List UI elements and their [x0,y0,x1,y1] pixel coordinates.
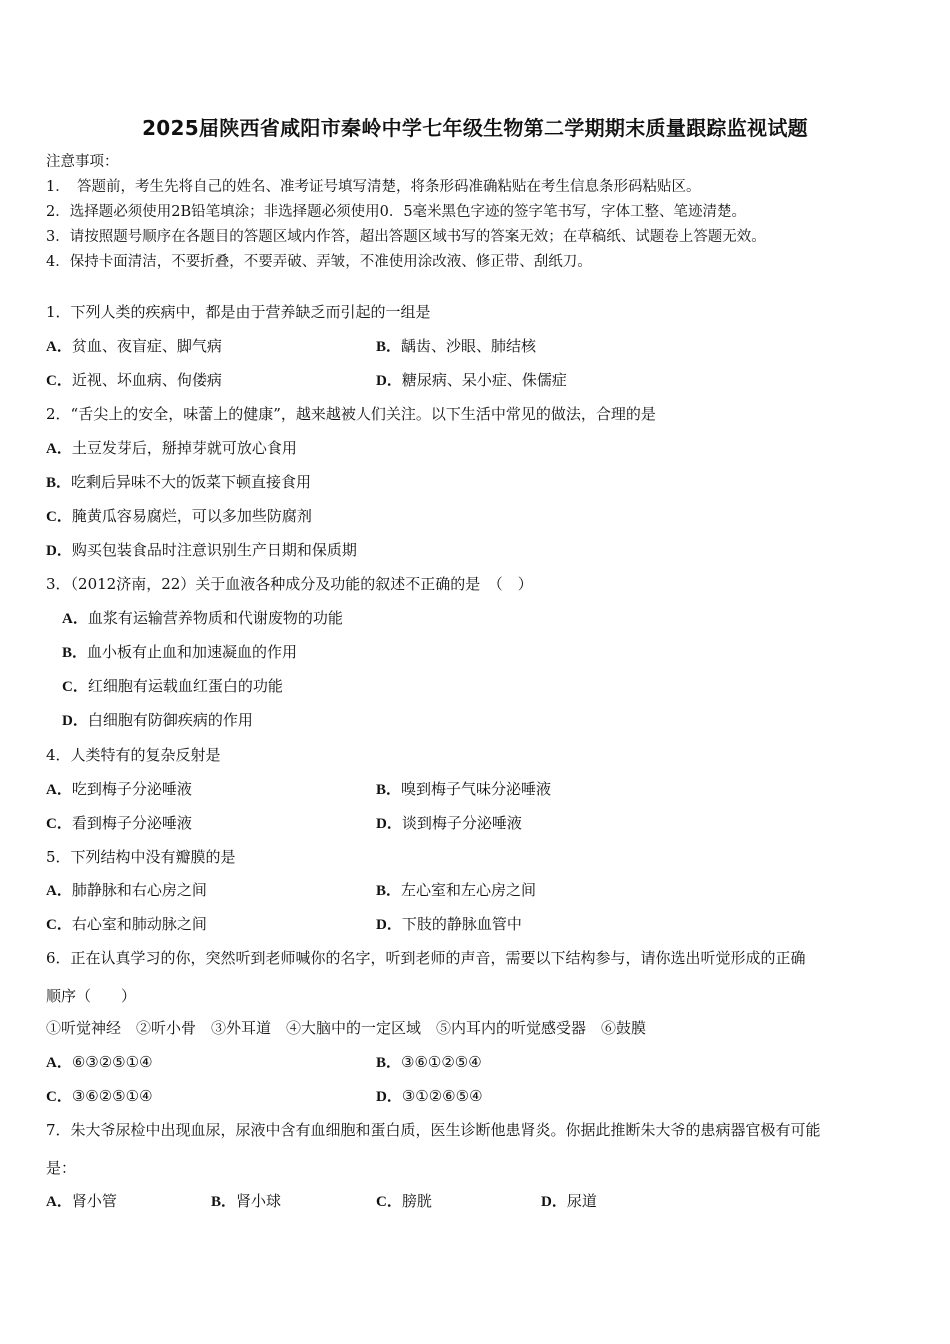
option-d [62,710,253,731]
option-label: D． [376,816,402,832]
option-b [62,642,297,663]
option-b [376,336,536,357]
option-a [46,779,192,800]
option-text: 嗅到梅子气味分泌唾液 [401,780,552,798]
option-text: 白细胞有防御疾病的作用 [87,711,253,729]
option-text: 吃剩后异味不大的饭菜下顿直接食用 [71,473,312,491]
option-text: 膀胱 [401,1192,432,1210]
question-stem: 6．正在认真学习的你，突然听到老师喊你的名字，听到老师的声音，需要以下结构参与，请你选出听觉形成的正确 [46,949,806,967]
option-c [46,914,207,935]
option-text: ③①②⑥⑤④ [401,1087,483,1105]
option-c [46,506,312,527]
option-text: 龋齿、沙眼、肺结核 [401,337,537,355]
page-title: 2025届陕西省咸阳市秦岭中学七年级生物第二学期期末质量跟踪监视试题 [142,116,808,140]
question-stem: 7．朱大爷尿检中出现血尿，尿液中含有血细胞和蛋白质，医生诊断他患肾炎。你据此推断朱大爷的患病器官极有可能 [46,1121,821,1139]
option-label: D． [62,713,88,729]
structure-list: ①听觉神经 ②听小骨 ③外耳道 ④大脑中的一定区域 ⑤内耳内的听觉感受器 ⑥鼓膜 [46,1019,647,1037]
option-label: A． [46,1055,72,1071]
option-label: B． [62,645,88,661]
option-a [46,880,207,901]
option-label: D． [541,1194,567,1210]
option-text: 血小板有止血和加速凝血的作用 [87,643,298,661]
option-c [62,676,283,697]
option-label: A． [46,883,72,899]
notice-item-1: 1． 答题前，考生先将自己的姓名、准考证号填写清楚，将条形码准确粘贴在考生信息条形码粘贴区。 [46,179,701,195]
question-stem: 3．（2012济南，22）关于血液各种成分及功能的叙述不正确的是 （ ） [46,575,533,593]
option-a [46,438,297,459]
option-a [46,336,222,357]
option-c [46,1086,153,1107]
question-stem: 5．下列结构中没有瓣膜的是 [46,848,236,866]
option-d [376,813,522,834]
option-d [376,914,522,935]
option-text: 贫血、夜盲症、脚气病 [71,337,222,355]
option-text: 腌黄瓜容易腐烂，可以多加些防腐剂 [71,507,312,525]
option-text: 肾小球 [236,1192,282,1210]
option-label: B． [376,1055,402,1071]
option-text: 糖尿病、呆小症、侏儒症 [401,371,567,389]
question-stem: 1．下列人类的疾病中，都是由于营养缺乏而引起的一组是 [46,303,431,321]
option-a [62,608,343,629]
option-b [376,880,536,901]
option-label: A． [46,782,72,798]
option-text: 肾小管 [71,1192,117,1210]
option-text: ⑥③②⑤①④ [71,1053,153,1071]
option-c [46,813,192,834]
option-label: D． [376,917,402,933]
option-label: C． [46,1089,72,1105]
option-label: B． [46,475,72,491]
option-text: 血浆有运输营养物质和代谢废物的功能 [87,609,343,627]
notice-item-2: 2．选择题必须使用2B铅笔填涂；非选择题必须使用0．5毫米黑色字迹的签字笔书写，字体工整、笔迹清楚。 [46,204,747,220]
option-c [376,1191,432,1212]
notice-heading: 注意事项： [46,154,119,170]
option-text: 土豆发芽后，掰掉芽就可放心食用 [71,439,297,457]
option-label: A． [46,339,72,355]
option-text: ③⑥①②⑤④ [401,1053,482,1071]
option-label: D． [376,373,402,389]
option-label: A． [46,441,72,457]
option-label: C． [376,1194,402,1210]
option-label: B． [376,339,402,355]
option-a [46,1052,153,1073]
question-stem-continued: 顺序（ ） [46,987,137,1005]
option-label: A． [46,1194,72,1210]
option-b [211,1191,281,1212]
option-label: C． [46,816,72,832]
option-b [376,1052,482,1073]
option-label: A． [62,611,88,627]
option-text: 购买包装食品时注意识别生产日期和保质期 [71,541,357,559]
option-a [46,1191,117,1212]
option-d [376,1086,483,1107]
option-text: 右心室和肺动脉之间 [71,915,207,933]
option-d [541,1191,597,1212]
option-label: B． [376,883,402,899]
option-text: 近视、坏血病、佝偻病 [71,371,222,389]
option-text: 尿道 [566,1192,597,1210]
question-stem: 2．“舌尖上的安全，味蕾上的健康”，越来越被人们关注。以下生活中常见的做法，合理的是 [46,405,656,423]
question-stem: 4．人类特有的复杂反射是 [46,746,221,764]
option-text: ③⑥②⑤①④ [71,1087,153,1105]
option-c [46,370,222,391]
option-b [376,779,551,800]
option-label: C． [62,679,88,695]
option-label: B． [376,782,402,798]
option-text: 下肢的静脉血管中 [401,915,522,933]
option-text: 左心室和左心房之间 [401,881,537,899]
option-text: 肺静脉和右心房之间 [71,881,207,899]
option-label: C． [46,373,72,389]
option-label: C． [46,509,72,525]
option-label: B． [211,1194,237,1210]
option-d [46,540,357,561]
option-text: 红细胞有运载血红蛋白的功能 [87,677,283,695]
option-text: 看到梅子分泌唾液 [71,814,192,832]
option-b [46,472,311,493]
notice-item-3: 3．请按照题号顺序在各题目的答题区域内作答，超出答题区域书写的答案无效；在草稿纸、试题卷上答题无效。 [46,229,766,245]
notice-item-4: 4．保持卡面清洁，不要折叠，不要弄破、弄皱，不准使用涂改液、修正带、刮纸刀。 [46,254,592,270]
option-text: 吃到梅子分泌唾液 [71,780,192,798]
option-label: C． [46,917,72,933]
question-stem-continued: 是： [46,1159,77,1177]
option-label: D． [376,1089,402,1105]
option-d [376,370,567,391]
option-text: 谈到梅子分泌唾液 [401,814,522,832]
option-label: D． [46,543,72,559]
